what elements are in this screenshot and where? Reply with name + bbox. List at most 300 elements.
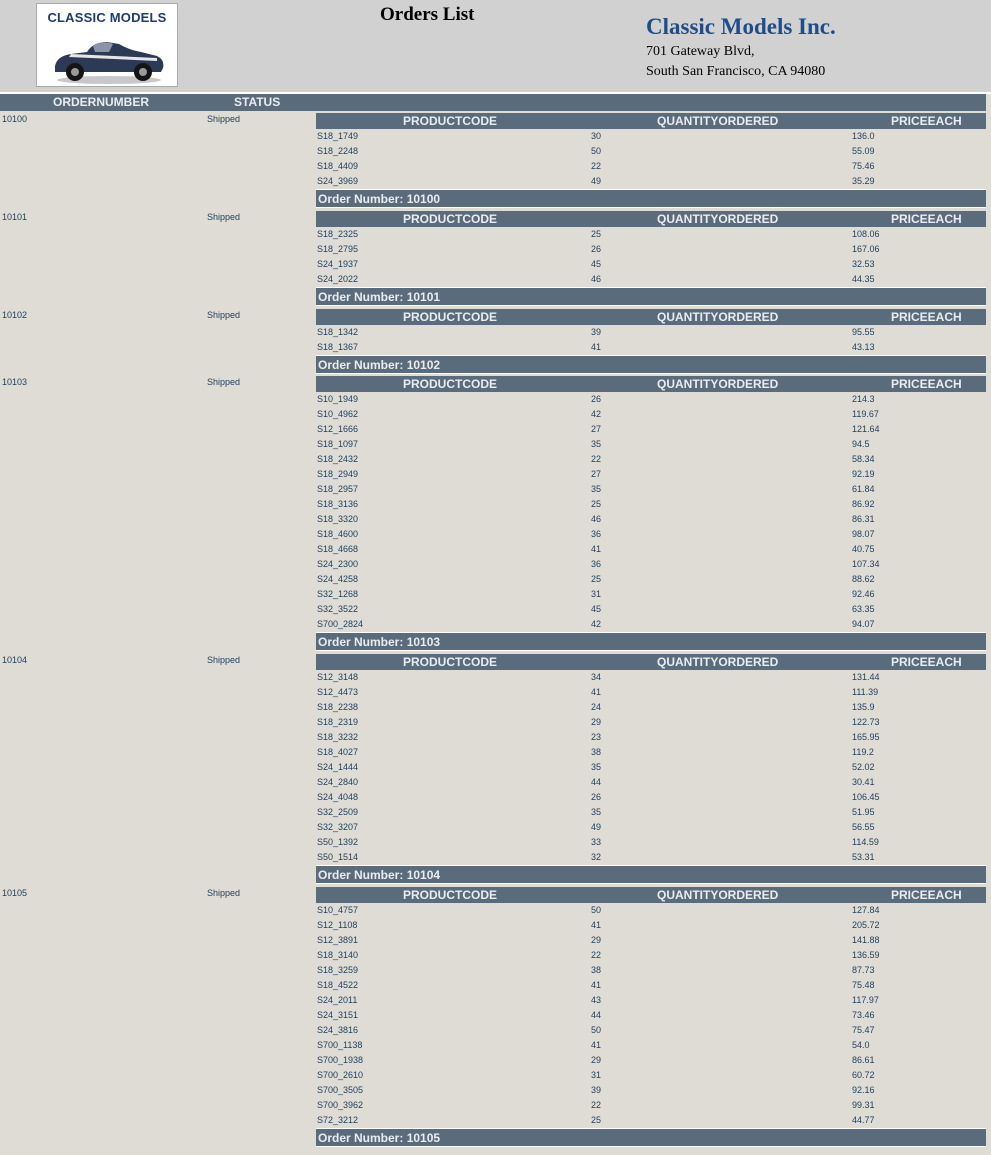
quantity-cell: 29: [591, 935, 602, 945]
quantity-cell: 41: [591, 980, 602, 990]
table-row: [316, 1098, 986, 1113]
table-row: [316, 700, 986, 715]
price-cell: 107.34: [852, 559, 880, 569]
table-row: [316, 730, 986, 745]
product-code-cell: S24_4258: [317, 574, 359, 584]
price-cell: 136.59: [852, 950, 880, 960]
table-row: [316, 542, 986, 557]
order-divider: [316, 373, 986, 374]
product-code-cell: S18_2238: [317, 702, 359, 712]
detail-col-header-quantity: QUANTITYORDERED: [657, 655, 779, 669]
product-code-cell: S24_3816: [317, 1025, 359, 1035]
quantity-cell: 36: [591, 559, 602, 569]
quantity-cell: 36: [591, 529, 602, 539]
company-name: Classic Models Inc.: [646, 14, 836, 39]
col-header-status: STATUS: [234, 95, 281, 109]
price-cell: 141.88: [852, 935, 880, 945]
table-row: [316, 602, 986, 617]
order-number-cell: 10101: [2, 212, 28, 222]
order-footer-bar: [316, 633, 986, 650]
price-cell: 30.41: [852, 777, 875, 787]
quantity-cell: 46: [591, 274, 602, 284]
price-cell: 40.75: [852, 544, 875, 554]
order-footer-label: [318, 358, 440, 372]
product-code-cell: S12_1108: [317, 920, 358, 930]
price-cell: 127.84: [852, 905, 880, 915]
table-row: [316, 272, 986, 287]
order-divider: [316, 207, 986, 208]
price-cell: 61.84: [852, 484, 875, 494]
table-row: [316, 1023, 986, 1038]
product-code-cell: S18_3140: [317, 950, 359, 960]
quantity-cell: 23: [591, 732, 602, 742]
table-row: [316, 760, 986, 775]
order-divider: [316, 650, 986, 651]
detail-col-header-price: PRICEEACH: [891, 888, 962, 902]
quantity-cell: 22: [591, 161, 602, 171]
order-footer-label: [318, 290, 440, 304]
product-code-cell: S700_1138: [317, 1040, 363, 1050]
product-code-cell: S18_2949: [317, 469, 359, 479]
quantity-cell: 35: [591, 439, 602, 449]
table-row: [316, 467, 986, 482]
quantity-cell: 31: [591, 589, 602, 599]
quantity-cell: 50: [591, 146, 602, 156]
detail-col-header-quantity: QUANTITYORDERED: [657, 377, 779, 391]
detail-rows: [316, 325, 986, 355]
price-cell: 73.46: [852, 1010, 875, 1020]
quantity-cell: 27: [591, 469, 602, 479]
table-row: [316, 933, 986, 948]
table-row: [316, 805, 986, 820]
quantity-cell: 26: [591, 244, 602, 254]
quantity-cell: 22: [591, 454, 602, 464]
order-status-cell: Shipped: [207, 310, 241, 320]
order-footer-label: [318, 1131, 440, 1145]
product-code-cell: S10_4757: [317, 905, 359, 915]
price-cell: 122.73: [852, 717, 880, 727]
order-footer-bar: [316, 1129, 986, 1146]
quantity-cell: 43: [591, 995, 602, 1005]
quantity-cell: 35: [591, 762, 602, 772]
product-code-cell: S18_4600: [317, 529, 359, 539]
price-cell: 75.47: [852, 1025, 875, 1035]
product-code-cell: S18_3232: [317, 732, 359, 742]
detail-col-header-product-code: PRODUCTCODE: [403, 888, 498, 902]
order-footer-bar: [316, 190, 986, 207]
order-footer-prefix: Order Number:: [318, 1131, 407, 1145]
order-footer-number: 10100: [406, 192, 441, 206]
quantity-cell: 29: [591, 717, 602, 727]
table-row: [316, 407, 986, 422]
order-number-cell: 10105: [2, 888, 28, 898]
detail-col-header-quantity: QUANTITYORDERED: [657, 212, 779, 226]
order-footer-bar: [316, 866, 986, 883]
product-code-cell: S18_1342: [317, 327, 359, 337]
table-row: [316, 242, 986, 257]
product-code-cell: S12_3891: [317, 935, 359, 945]
detail-col-header-quantity: QUANTITYORDERED: [657, 114, 779, 128]
price-cell: 43.13: [852, 342, 875, 352]
product-code-cell: S24_3969: [317, 176, 359, 186]
product-code-cell: S50_1514: [317, 852, 359, 862]
table-row: [316, 850, 986, 865]
address-line-1: 701 Gateway Blvd,: [646, 44, 755, 59]
price-cell: 55.09: [852, 146, 875, 156]
table-row: [316, 1008, 986, 1023]
price-cell: 56.55: [852, 822, 875, 832]
detail-col-header-quantity: QUANTITYORDERED: [657, 310, 779, 324]
quantity-cell: 25: [591, 1115, 602, 1125]
product-code-cell: S18_3259: [317, 965, 359, 975]
price-cell: 63.35: [852, 604, 875, 614]
table-row: [316, 572, 986, 587]
table-row: [316, 1068, 986, 1083]
price-cell: 75.46: [852, 161, 875, 171]
quantity-cell: 41: [591, 1040, 602, 1050]
price-cell: 44.35: [852, 274, 875, 284]
product-code-cell: S700_2824: [317, 619, 364, 629]
company-address: [646, 42, 825, 82]
quantity-cell: 35: [591, 484, 602, 494]
detail-header-bar: [316, 376, 986, 392]
order-number-cell: 10100: [2, 114, 28, 124]
quantity-cell: 31: [591, 1070, 602, 1080]
company-logo: [36, 3, 178, 87]
price-cell: 60.72: [852, 1070, 875, 1080]
order-footer-number: 10101: [406, 290, 441, 304]
order-footer-number: 10102: [406, 358, 441, 372]
detail-rows: [316, 670, 986, 865]
report-title: Orders List: [380, 4, 475, 25]
table-row: [316, 1053, 986, 1068]
table-row: [316, 340, 986, 355]
product-code-cell: S18_2432: [317, 454, 359, 464]
price-cell: 44.77: [852, 1115, 875, 1125]
product-code-cell: S18_2957: [317, 484, 359, 494]
order-status-cell: Shipped: [207, 114, 241, 124]
product-code-cell: S700_3962: [317, 1100, 364, 1110]
price-cell: 75.48: [852, 980, 875, 990]
price-cell: 32.53: [852, 259, 875, 269]
quantity-cell: 26: [591, 394, 602, 404]
quantity-cell: 25: [591, 574, 602, 584]
table-row: [316, 670, 986, 685]
order-footer-prefix: Order Number:: [318, 358, 407, 372]
quantity-cell: 39: [591, 1085, 602, 1095]
detail-rows: [316, 129, 986, 189]
price-cell: 92.46: [852, 589, 875, 599]
quantity-cell: 32: [591, 852, 602, 862]
product-code-cell: S24_3151: [317, 1010, 359, 1020]
table-row: [316, 497, 986, 512]
product-code-cell: S24_2022: [317, 274, 359, 284]
price-cell: 86.92: [852, 499, 875, 509]
logo-text: CLASSIC MODELS: [47, 10, 167, 25]
quantity-cell: 49: [591, 176, 602, 186]
product-code-cell: S18_4409: [317, 161, 359, 171]
price-cell: 58.34: [852, 454, 875, 464]
product-code-cell: S18_2795: [317, 244, 359, 254]
product-code-cell: S18_4668: [317, 544, 359, 554]
detail-header-bar: [316, 654, 986, 670]
order-footer-label: [318, 192, 440, 206]
table-row: [316, 422, 986, 437]
detail-col-header-product-code: PRODUCTCODE: [403, 114, 498, 128]
price-cell: 86.31: [852, 514, 875, 524]
detail-col-header-price: PRICEEACH: [891, 655, 962, 669]
product-code-cell: S18_1367: [317, 342, 359, 352]
detail-rows: [316, 227, 986, 287]
detail-col-header-price: PRICEEACH: [891, 114, 962, 128]
detail-header-bar: [316, 309, 986, 325]
table-row: [316, 993, 986, 1008]
table-row: [316, 963, 986, 978]
product-code-cell: S12_1666: [317, 424, 359, 434]
price-cell: 119.67: [852, 409, 879, 419]
table-row: [316, 903, 986, 918]
table-row: [316, 482, 986, 497]
price-cell: 86.61: [852, 1055, 875, 1065]
quantity-cell: 41: [591, 544, 602, 554]
detail-col-header-product-code: PRODUCTCODE: [403, 212, 498, 226]
product-code-cell: S24_1444: [317, 762, 359, 772]
order-footer-bar: [316, 288, 986, 305]
price-cell: 87.73: [852, 965, 875, 975]
table-row: [316, 978, 986, 993]
quantity-cell: 46: [591, 514, 602, 524]
price-cell: 121.64: [852, 424, 880, 434]
quantity-cell: 26: [591, 792, 602, 802]
quantity-cell: 33: [591, 837, 602, 847]
table-row: [316, 587, 986, 602]
price-cell: 165.95: [852, 732, 880, 742]
price-cell: 108.06: [852, 229, 880, 239]
product-code-cell: S32_3522: [317, 604, 359, 614]
price-cell: 106.45: [852, 792, 880, 802]
table-row: [316, 1083, 986, 1098]
quantity-cell: 42: [591, 619, 602, 629]
detail-rows: [316, 903, 986, 1128]
order-footer-label: [318, 635, 440, 649]
table-row: [316, 227, 986, 242]
quantity-cell: 38: [591, 747, 602, 757]
product-code-cell: S18_2248: [317, 146, 359, 156]
order-footer-label: [318, 868, 440, 882]
order-status-cell: Shipped: [207, 212, 241, 222]
order-status-cell: Shipped: [207, 888, 241, 898]
detail-col-header-product-code: PRODUCTCODE: [403, 377, 498, 391]
report-header: [0, 0, 991, 92]
product-code-cell: S18_1749: [317, 131, 359, 141]
table-row: [316, 745, 986, 760]
table-row: [316, 820, 986, 835]
quantity-cell: 25: [591, 229, 602, 239]
order-divider: [316, 305, 986, 306]
price-cell: 92.16: [852, 1085, 875, 1095]
table-row: [316, 918, 986, 933]
product-code-cell: S700_3505: [317, 1085, 364, 1095]
table-row: [316, 715, 986, 730]
price-cell: 35.29: [852, 176, 875, 186]
table-row: [316, 617, 986, 632]
quantity-cell: 44: [591, 777, 602, 787]
product-code-cell: S18_2325: [317, 229, 359, 239]
quantity-cell: 38: [591, 965, 602, 975]
order-number-cell: 10103: [2, 377, 28, 387]
detail-col-header-price: PRICEEACH: [891, 377, 962, 391]
quantity-cell: 44: [591, 1010, 602, 1020]
table-row: [316, 437, 986, 452]
quantity-cell: 27: [591, 424, 602, 434]
table-row: [316, 512, 986, 527]
order-number-cell: 10104: [2, 655, 28, 665]
quantity-cell: 34: [591, 672, 602, 682]
price-cell: 135.9: [852, 702, 875, 712]
quantity-cell: 41: [591, 342, 602, 352]
quantity-cell: 22: [591, 950, 602, 960]
table-row: [316, 159, 986, 174]
order-footer-bar: [316, 356, 986, 373]
product-code-cell: S18_2319: [317, 717, 359, 727]
product-code-cell: S10_1949: [317, 394, 359, 404]
product-code-cell: S32_2509: [317, 807, 359, 817]
order-status-cell: Shipped: [207, 377, 241, 387]
detail-col-header-price: PRICEEACH: [891, 212, 962, 226]
product-code-cell: S24_2011: [317, 995, 358, 1005]
quantity-cell: 39: [591, 327, 602, 337]
quantity-cell: 45: [591, 604, 602, 614]
quantity-cell: 42: [591, 409, 602, 419]
quantity-cell: 24: [591, 702, 602, 712]
car-logo-icon: [49, 30, 167, 86]
table-row: [316, 257, 986, 272]
col-header-ordernumber: ORDERNUMBER: [53, 95, 149, 109]
table-row: [316, 452, 986, 467]
product-code-cell: S700_1938: [317, 1055, 364, 1065]
price-cell: 136.0: [852, 131, 875, 141]
quantity-cell: 30: [591, 131, 602, 141]
quantity-cell: 41: [591, 920, 602, 930]
price-cell: 205.72: [852, 920, 880, 930]
product-code-cell: S24_4048: [317, 792, 359, 802]
product-code-cell: S32_1268: [317, 589, 359, 599]
table-row: [316, 325, 986, 340]
address-line-2: South San Francisco, CA 94080: [646, 64, 826, 79]
column-header-bar: [0, 94, 986, 111]
quantity-cell: 45: [591, 259, 602, 269]
table-row: [316, 557, 986, 572]
order-number-cell: 10102: [2, 310, 28, 320]
order-footer-number: 10103: [406, 635, 441, 649]
order-divider: [316, 1146, 986, 1147]
price-cell: 111.39: [852, 687, 879, 697]
product-code-cell: S700_2610: [317, 1070, 364, 1080]
product-code-cell: S50_1392: [317, 837, 359, 847]
detail-col-header-quantity: QUANTITYORDERED: [657, 888, 779, 902]
order-footer-prefix: Order Number:: [318, 290, 407, 304]
quantity-cell: 35: [591, 807, 602, 817]
price-cell: 51.95: [852, 807, 875, 817]
product-code-cell: S24_2840: [317, 777, 359, 787]
order-footer-prefix: Order Number:: [318, 868, 407, 882]
price-cell: 119.2: [852, 747, 874, 757]
product-code-cell: S12_3148: [317, 672, 359, 682]
price-cell: 114.59: [852, 837, 879, 847]
detail-col-header-product-code: PRODUCTCODE: [403, 310, 498, 324]
product-code-cell: S72_3212: [317, 1115, 359, 1125]
quantity-cell: 29: [591, 1055, 602, 1065]
price-cell: 95.55: [852, 327, 875, 337]
order-footer-number: 10105: [406, 1131, 441, 1145]
price-cell: 99.31: [852, 1100, 875, 1110]
detail-rows: [316, 392, 986, 632]
detail-col-header-product-code: PRODUCTCODE: [403, 655, 498, 669]
product-code-cell: S12_4473: [317, 687, 359, 697]
price-cell: 94.07: [852, 619, 875, 629]
price-cell: 54.0: [852, 1040, 870, 1050]
product-code-cell: S24_1937: [317, 259, 359, 269]
price-cell: 92.19: [852, 469, 875, 479]
quantity-cell: 50: [591, 1025, 602, 1035]
table-row: [316, 174, 986, 189]
table-row: [316, 527, 986, 542]
table-row: [316, 775, 986, 790]
price-cell: 88.62: [852, 574, 875, 584]
detail-col-header-price: PRICEEACH: [891, 310, 962, 324]
order-divider: [316, 883, 986, 884]
product-code-cell: S18_3136: [317, 499, 359, 509]
product-code-cell: S32_3207: [317, 822, 359, 832]
table-row: [316, 948, 986, 963]
product-code-cell: S18_4027: [317, 747, 359, 757]
table-row: [316, 1113, 986, 1128]
quantity-cell: 41: [591, 687, 602, 697]
product-code-cell: S24_2300: [317, 559, 359, 569]
price-cell: 53.31: [852, 852, 875, 862]
detail-header-bar: [316, 211, 986, 227]
detail-header-bar: [316, 887, 986, 903]
table-row: [316, 790, 986, 805]
table-row: [316, 835, 986, 850]
order-footer-prefix: Order Number:: [318, 635, 407, 649]
table-row: [316, 392, 986, 407]
price-cell: 167.06: [852, 244, 880, 254]
detail-header-bar: [316, 113, 986, 129]
price-cell: 131.44: [852, 672, 880, 682]
table-row: [316, 129, 986, 144]
table-row: [316, 685, 986, 700]
price-cell: 52.02: [852, 762, 875, 772]
quantity-cell: 25: [591, 499, 602, 509]
product-code-cell: S18_3320: [317, 514, 359, 524]
table-row: [316, 144, 986, 159]
order-footer-prefix: Order Number:: [318, 192, 407, 206]
price-cell: 117.97: [852, 995, 879, 1005]
price-cell: 94.5: [852, 439, 870, 449]
quantity-cell: 50: [591, 905, 602, 915]
order-footer-number: 10104: [406, 868, 441, 882]
product-code-cell: S18_1097: [317, 439, 359, 449]
product-code-cell: S10_4962: [317, 409, 359, 419]
table-row: [316, 1038, 986, 1053]
quantity-cell: 22: [591, 1100, 602, 1110]
price-cell: 98.07: [852, 529, 875, 539]
order-status-cell: Shipped: [207, 655, 241, 665]
price-cell: 214.3: [852, 394, 875, 404]
quantity-cell: 49: [591, 822, 602, 832]
product-code-cell: S18_4522: [317, 980, 359, 990]
